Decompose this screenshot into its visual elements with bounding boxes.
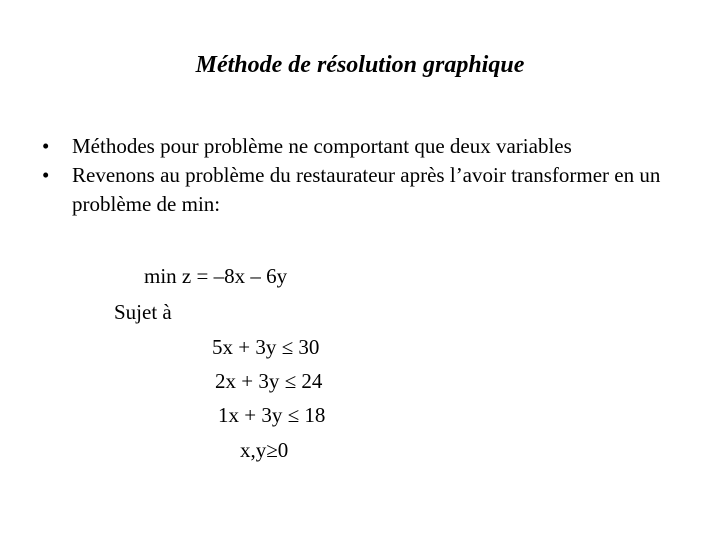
bullet-text: Méthodes pour problème ne comportant que deux variables	[72, 134, 572, 158]
bullet-item	[42, 132, 682, 161]
subject-to-label: Sujet à	[114, 300, 172, 324]
constraint-1: 5x + 3y ≤ 30	[212, 335, 320, 359]
objective-function: min z = –8x – 6y	[144, 264, 288, 288]
bullet-dot-icon: •	[42, 134, 50, 158]
constraint-2: 2x + 3y ≤ 24	[215, 369, 323, 393]
bullet-list	[42, 132, 682, 219]
bullet-dot-icon: •	[42, 163, 50, 187]
slide-title: Méthode de résolution graphique	[195, 52, 525, 78]
nonnegativity-constraint: x,y≥0	[240, 438, 289, 462]
bullet-text: Revenons au problème du restaurateur après l’avoir transformer en un problème de min:	[72, 163, 661, 216]
constraint-3: 1x + 3y ≤ 18	[218, 403, 326, 427]
bullet-item	[42, 161, 682, 219]
